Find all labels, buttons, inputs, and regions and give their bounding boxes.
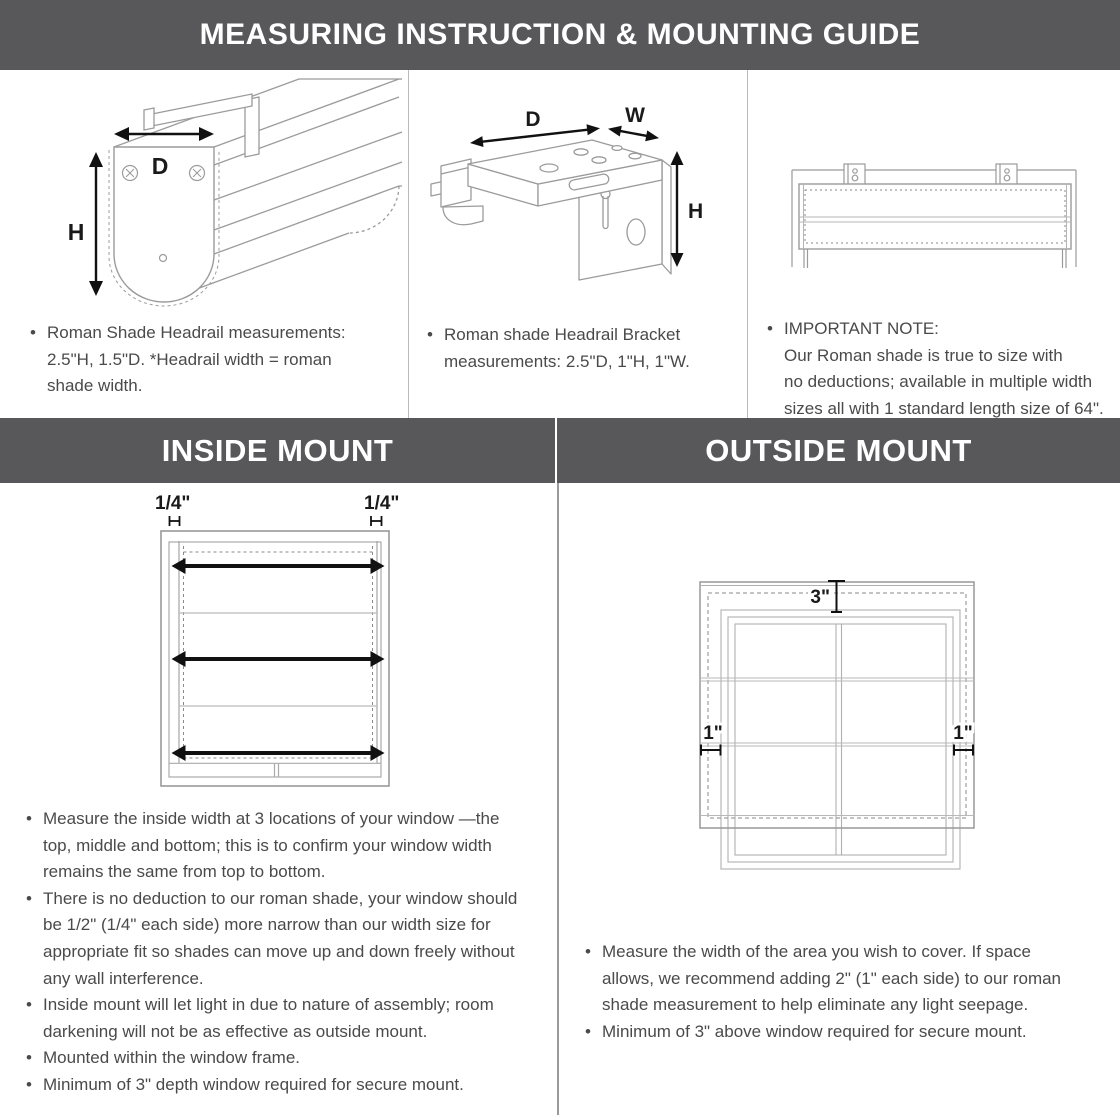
side-gap-right-label: 1" — [953, 723, 973, 744]
height-arrow — [671, 151, 684, 267]
inside-mount-bullets — [26, 806, 531, 1099]
side-gap-left-label: 1" — [703, 723, 723, 744]
height-label: H — [67, 219, 85, 245]
bullet-item: • Measure the width of the area you wish to cover. If space allows, we recommend adding 2" (1" each side) to our roman shade measurement to help eliminate any light seepage. — [585, 939, 1067, 1019]
bracket-diagram — [429, 80, 749, 310]
bullet-item: • Measure the inside width at 3 locations of your window —the top, middle and bottom; this is to confirm your window width remains the same from top to bottom. — [26, 806, 531, 886]
headrail-note: • Roman Shade Headrail measurements: 2.5"H, 1.5"D. *Headrail width = roman shade width. — [30, 320, 350, 400]
bullet-item: • Minimum of 3" depth window required for secure mount. — [26, 1072, 531, 1099]
inside-mount-title: INSIDE MOUNT — [161, 432, 394, 468]
mount-content-row — [0, 483, 1120, 1120]
outside-mount-bullets — [585, 939, 1067, 1045]
bullet-item: • Inside mount will let light in due to nature of assembly; room darkening will not be as effective as outside mount. — [26, 992, 531, 1045]
bullet-item: • There is no deduction to our roman shade, your window should be 1/2" (1/4" each side) more narrow than our width size for appropriate fit so shades can move up and down freely without any wall interference. — [26, 886, 531, 992]
bullet-item: • Minimum of 3" above window required for secure mount. — [585, 1019, 1067, 1046]
page-title: MEASURING INSTRUCTION & MOUNTING GUIDE — [199, 18, 921, 51]
gap-left-label: 1/4" — [155, 493, 191, 514]
important-note-column — [747, 70, 1120, 418]
outside-mount-title: OUTSIDE MOUNT — [705, 432, 972, 468]
mount-section-headers — [0, 418, 1120, 483]
height-label: H — [688, 200, 704, 223]
inside-mount-section — [0, 483, 557, 1120]
gap-right-label: 1/4" — [364, 493, 400, 514]
important-note: • IMPORTANT NOTE: Our Roman shade is true to size with no deductions; available in multiple width sizes all with 1 standard length size of 64". — [767, 316, 1112, 422]
width-label: W — [625, 104, 645, 127]
inside-mount-header — [0, 418, 557, 483]
bullet-item: • Mounted within the window frame. — [26, 1045, 531, 1072]
outside-mount-section — [557, 483, 1120, 1120]
bracket-icons — [844, 164, 1017, 185]
gap-measure-marks — [170, 516, 382, 526]
mounted-shade-diagram — [784, 160, 1084, 272]
headrail-diagram — [52, 70, 402, 316]
depth-label: D — [525, 108, 541, 131]
bracket-note: • Roman shade Headrail Bracket measurements: 2.5"D, 1"H, 1"W. — [427, 322, 707, 375]
measurement-diagrams-row — [0, 70, 1120, 418]
bracket-column — [408, 70, 747, 418]
width-measure-arrows — [172, 558, 385, 761]
height-arrow — [89, 152, 103, 296]
top-gap-label: 3" — [810, 587, 830, 608]
depth-label: D — [151, 153, 169, 179]
width-arrow — [608, 126, 659, 142]
title-banner — [0, 0, 1120, 70]
headrail-column — [0, 70, 408, 418]
outside-mount-header — [557, 418, 1120, 483]
inside-mount-window-diagram — [138, 492, 422, 798]
outside-mount-window-diagram — [677, 572, 987, 870]
